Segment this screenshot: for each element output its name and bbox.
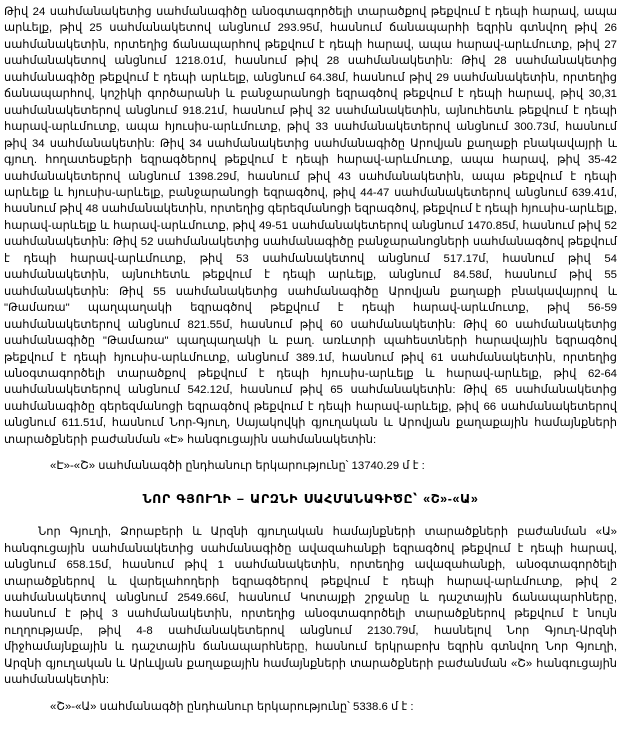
spacer: [4, 448, 617, 458]
summary-line-length-e-sh: «Է»-«Շ» սահմանագծի ընդհանուր երկարությունը՝ 13740.29 մ է :: [50, 460, 425, 473]
paragraph-boundary-description: Թիվ 24 սահմանակետից սահմանագիծը անօգտագործելի տարածքով թեքվում է դեպի հարավ, ապա արևելք, թիվ 25 սահմանակետով անցնում 293.95մ, հասնում ճանապարհի եզրին գտնվող թիվ 26 սահմանակետին, որտեղից ճանապարհով թեքվում է դեպի հարավ, ապա հարավ-արևմուտք, թիվ 27 սահմանակետով անցնում 1218.01մ, հասնում թիվ 28 սահմանակետին: Թիվ 28 սահմանակետից սահմանագիծը թեքվում է դեպի արևելք, անցնում 64.38մ, հասնում թիվ 29 սահմանակետին, որտեղից ճանապարհով, կոշիկի գործարանի և բանջարանոցի եզրագծով թեքվում է դեպի հարավ, թիվ 30,31 սահմանակետերով անցնում 918.21մ, հասնում թիվ 32 սահմանակետին, այնուհետև թեքվում է դեպի հարավ-արևմուտք, ապա հյուսիս-արևմուտք, թիվ 33 սահմանակետերով անցնում 300.73մ, հասնում թիվ 34 սահմանակետին: Թիվ 34 սահմանակետից սահմանագիծը Արովյան քաղաքի բնակավայրի և գյուղ. հողատեսքերի եզրագծերով թեքվում է դեպի հարավ-արևմուտք, ապա հարավ, թիվ 35-42 սահմանակետերով անցնում 1398.29մ, հասնում թիվ 43 սահմանակետին, ապա թեքվում է դեպի արևելք և հյուսիս-արևելք, բանջարանոցի եզրագծով, թիվ 44-47 սահմանակետերով անցնում 639.41մ, հասնում թիվ 48 սահմանակետին, որտեղից գերեզմանոցի եզրագծով, թեքվում է դեպի հյուսիս-արևելք, հարավ-արևելք և հարավ-արևմուտք, թիվ 49-51 սահմանակետերով անցնում 1470.85մ, հասնում թիվ 52 սահմանակետին: Թիվ 52 սահմանակետից սահմանագիծը բանջարանոցների սահմանագծով թեքվում է դեպի հարավ-արևմուտք, թիվ 53 սահմանակետով անցնում 517.17մ, հասնում թիվ 54 սահմանակետին, այնուհետև թեքվում է դեպի արևելք, անցնում 84.58մ, հասնում թիվ 55 սահմանակետին: Թիվ 55 սահմանակետից սահմանագիծը Արովյան քաղաքի բնակավայրով և "Թամառա" պաղպաղակի եզրագծով թեքվում է դեպի հարավ-արևմուտք, թիվ 56-59 սահմանակետերով անցնում 821.55մ, հասնում թիվ 60 սահմանակետին: Թիվ 60 սահմանակետից սահմանագիծը "Թամառա" պաղպաղակի և բաղ. առևտրի պահեստների հարավային եզրագծով թեքվում է դեպի հյուսիս-արևմուտք, անցնում 389.1մ, հասնում թիվ 61 սահմանակետին, որտեղից անօգտագործելի տարածքով թեքվում է դեպի հյուսիս-արևելք և հարավ-արևելք, թիվ 62-64 սահմանակետերով անցնում 542.12մ, հասնում թիվ 65 սահմանակետին: Թիվ 65 սահմանակետից սահմանագիծը գերեզմանոցի եզրագծով թեքվում է դեպի հարավ-արևելք, թիվ 66 սահմանակետերով անցնում 611.51մ, հասնում Նոր-Գյուղ, Սայակովկի գյուղական և Արովյան քաղաքային համայնքների տարածքների բաժանման «Է» հանգուցային սահմանակետին:: [4, 6, 617, 446]
spacer: [4, 507, 617, 524]
spacer: [4, 475, 617, 491]
summary-line-length-sh-a: «Շ»-«Ա» սահմանագծի ընդհանուր երկարությունը՝ 5338.6 մ է :: [50, 700, 414, 713]
spacer: [4, 689, 617, 699]
paragraph-norgyugh-arzni-description: Նոր Գյուղի, Ձորաբերի և Արզնի գյուղական համայնքների տարածքների բաժանման «Ա» հանգուցային սահմանակետից սահմանագիծը ավազահանքի եզրագծով թեքվում է դեպի հարավ, անցնում 658.15մ, հասնում թիվ 1 սահմանակետին, որտեղից ավազահանքի, անօգտագործելի տարածքներով և վարելահողերի եզրագծերով թեքվում է դեպի հարավ-արևմուտք, թիվ 2 սահմանակետով անցնում 2549.66մ, հասնում Կոտայքի շրջանը և դաշտային ճանապարհները, հասնում է թիվ 3 սահմանակետին, որտեղից անօգտագործելի տարածքներով թեքվում է նույն ուղղությամբ, թիվ 4-8 սահմանակետերով անցնում 2130.79մ, հասնելով Նոր Գյուղ-Արզնի միջհամայնքային և դաշտային ճանապարհները, հասնում երկրաբոխ եզրին գտնվող Նոր Գյուղի, Արզնի գյուղական և Արևվյան քաղաքային համայնքների տարածքների բաժանման «Շ» հանգուցային սահմանակետին:: [4, 526, 617, 687]
section-heading: ՆՈՐ ԳՅՈՒՂԻ – ԱՐԶՆԻ ՍԱՀՄԱՆԱԳԻԾԸ՝ «Շ»-«Ա»: [142, 491, 479, 506]
